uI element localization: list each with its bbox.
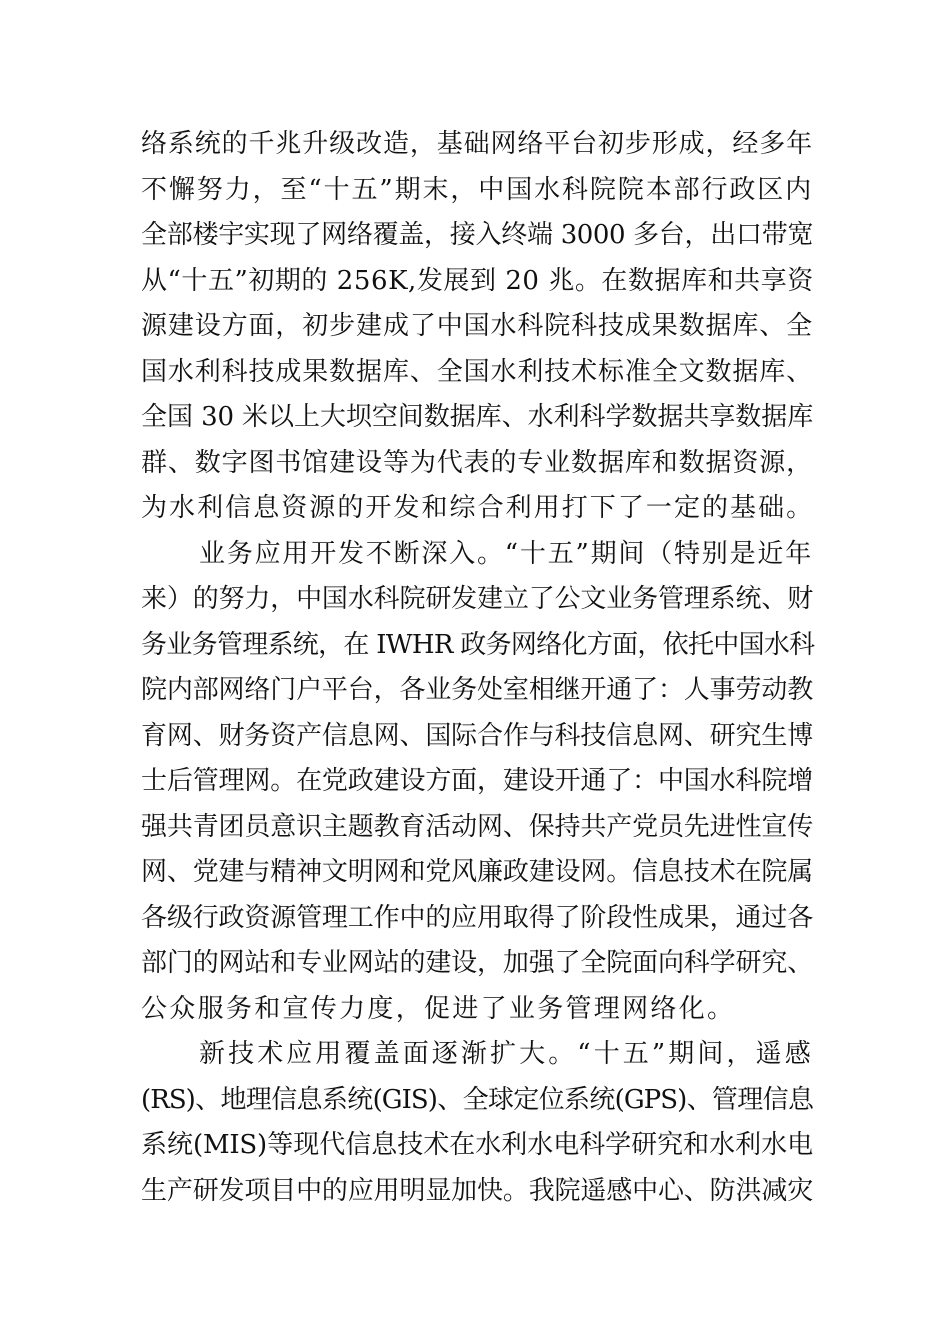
- text-line: 来）的努力，中国水科院研发建立了公文业务管理系统、财: [141, 584, 813, 614]
- text-line: 业务应用开发不断深入。“十五”期间（特别是近年: [199, 538, 813, 569]
- text-line: 为水利信息资源的开发和综合利用打下了一定的基础。: [141, 493, 815, 523]
- paragraph-new-technology: [141, 1032, 813, 1214]
- text-line: 不懈努力，至“十五”期末，中国水科院院本部行政区内: [141, 174, 813, 205]
- text-line: 新技术应用覆盖面逐渐扩大。“十五”期间，遥感: [199, 1039, 813, 1069]
- text-line: 务业务管理系统，在 IWHR 政务网络化方面，依托中国水科: [141, 629, 815, 660]
- text-line: 国水利科技成果数据库、全国水利技术标准全文数据库、: [141, 356, 813, 387]
- text-line: 全国 30 米以上大坝空间数据库、水利科学数据共享数据库: [141, 402, 813, 432]
- text-line: (RS)、地理信息系统(GIS)、全球定位系统(GPS)、管理信息: [141, 1084, 813, 1115]
- text-line: 生产研发项目中的应用明显加快。我院遥感中心、防洪减灾: [141, 1175, 813, 1206]
- text-line: 从“十五”初期的 256K,发展到 20 兆。在数据库和共享资: [141, 265, 814, 296]
- text-line: 部门的网站和专业网站的建设，加强了全院面向科学研究、: [141, 948, 813, 978]
- text-line: 士后管理网。在党政建设方面，建设开通了：中国水科院增: [141, 766, 813, 796]
- text-line: 系统(MIS)等现代信息技术在水利水电科学研究和水利水电: [141, 1130, 813, 1160]
- text-line: 强共青团员意识主题教育活动网、保持共产党员先进性宣传: [141, 811, 813, 842]
- text-line: 源建设方面，初步建成了中国水科院科技成果数据库、全: [141, 311, 813, 341]
- paragraph-network-foundation: [141, 122, 813, 532]
- text-line: 群、数字图书馆建设等为代表的专业数据库和数据资源，: [141, 447, 813, 478]
- text-line: 全部楼宇实现了网络覆盖，接入终端 3000 多台，出口带宽: [141, 220, 813, 250]
- text-line: 络系统的千兆升级改造，基础网络平台初步形成，经多年: [141, 129, 813, 159]
- document-body: [141, 122, 813, 1214]
- text-line: 各级行政资源管理工作中的应用取得了阶段性成果，通过各: [141, 902, 813, 933]
- text-line: 院内部网络门户平台，各业务处室相继开通了：人事劳动教: [141, 675, 813, 705]
- paragraph-business-applications: [141, 532, 813, 1033]
- text-line: 网、党建与精神文明网和党风廉政建设网。信息技术在院属: [141, 857, 813, 887]
- text-line: 公众服务和宣传力度，促进了业务管理网络化。: [141, 993, 736, 1024]
- text-line: 育网、财务资产信息网、国际合作与科技信息网、研究生博: [141, 720, 813, 751]
